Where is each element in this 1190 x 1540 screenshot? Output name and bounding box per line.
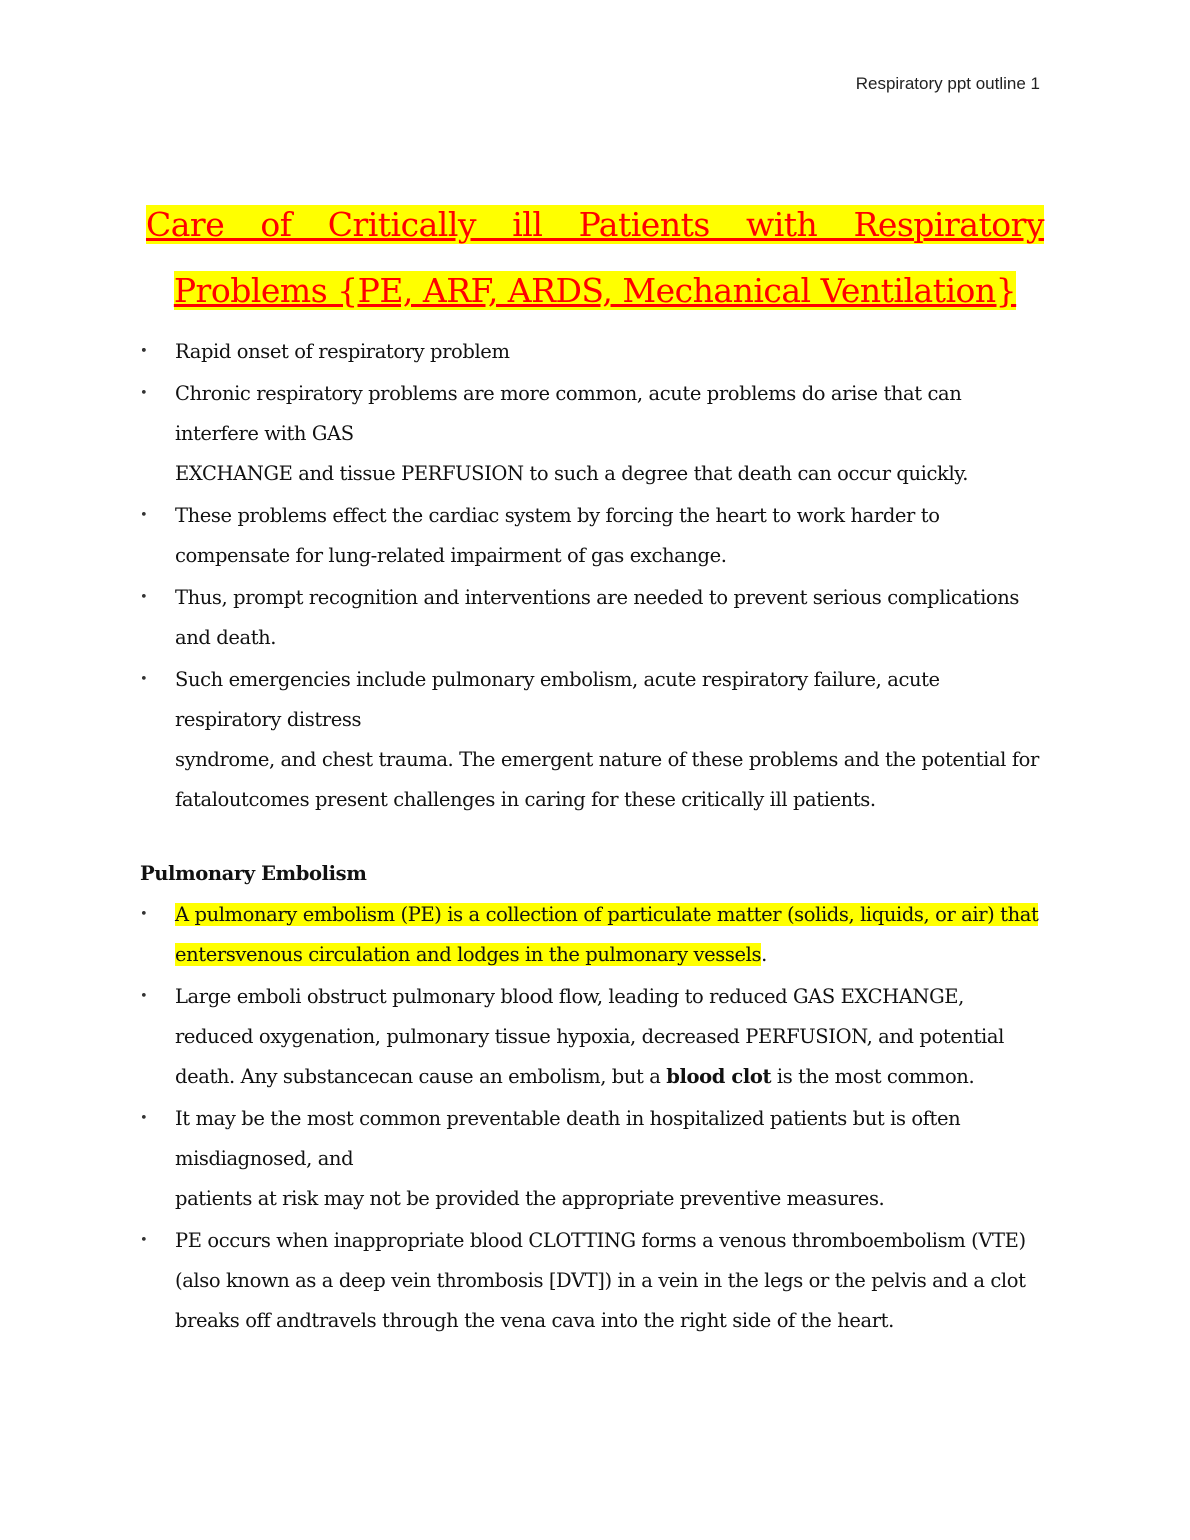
document-body [140, 330, 1045, 1343]
highlighted-text: A pulmonary embolism (PE) is a collection of particulate matter (solids, liquids, or air) that entersvenous circulation and lodges in the pulmonary vessels [175, 903, 1039, 966]
list-item-line: Such emergencies include pulmonary embolism, acute respiratory failure, acute respiratory distress [175, 668, 940, 731]
list-item: • Large emboli obstruct pulmonary blood flow, leading to reduced GAS EXCHANGE, reduced oxygenation, pulmonary tissue hypoxia, decreased PERFUSION, and potential death. Any substancecan cause an embolism, but a blood clot is the most common. [140, 977, 1045, 1097]
list-item: • Rapid onset of respiratory problem [140, 332, 1045, 372]
intro-bullet-list [140, 332, 1045, 820]
running-head: Respiratory ppt outline 1 [855, 74, 1040, 93]
title-text: Care of Critically ill Patients with Respiratory Problems {PE, ARF, ARDS, Mechanical Ventilation} [146, 205, 1044, 310]
list-item: • A pulmonary embolism (PE) is a collection of particulate matter (solids, liquids, or air) that entersvenous circulation and lodges in the pulmonary vessels. [140, 895, 1045, 975]
list-item [140, 374, 1045, 494]
list-item-line: patients at risk may not be provided the appropriate preventive measures. [175, 1187, 885, 1210]
list-item: • These problems effect the cardiac system by forcing the heart to work harder to compensate for lung-related impairment of gas exchange. [140, 496, 1045, 576]
list-item-line: syndrome, and chest trauma. The emergent nature of these problems and the potential for fataloutcomes present challenges in caring for these critically ill patients. [175, 748, 1039, 811]
list-item: • Thus, prompt recognition and interventions are needed to prevent serious complications and death. [140, 578, 1045, 658]
list-item-line: It may be the most common preventable death in hospitalized patients but is often misdiagnosed, and [175, 1107, 961, 1170]
bold-term: blood clot [666, 1065, 772, 1088]
list-item [140, 660, 1045, 820]
list-item: • PE occurs when inappropriate blood CLOTTING forms a venous thromboembolism (VTE) (also known as a deep vein thrombosis [DVT]) in a vein in the legs or the pelvis and a clot breaks off andtravels through the vena cava into the right side of the heart. [140, 1221, 1045, 1341]
list-item-line: EXCHANGE and tissue PERFUSION to such a degree that death can occur quickly. [175, 462, 969, 485]
section-heading-pulmonary-embolism: Pulmonary Embolism [140, 862, 367, 885]
list-item [140, 1099, 1045, 1219]
pe-bullet-list [140, 895, 1045, 1341]
list-item-line: Chronic respiratory problems are more common, acute problems do arise that can interfere with GAS [175, 382, 962, 445]
document-title [146, 192, 1044, 324]
